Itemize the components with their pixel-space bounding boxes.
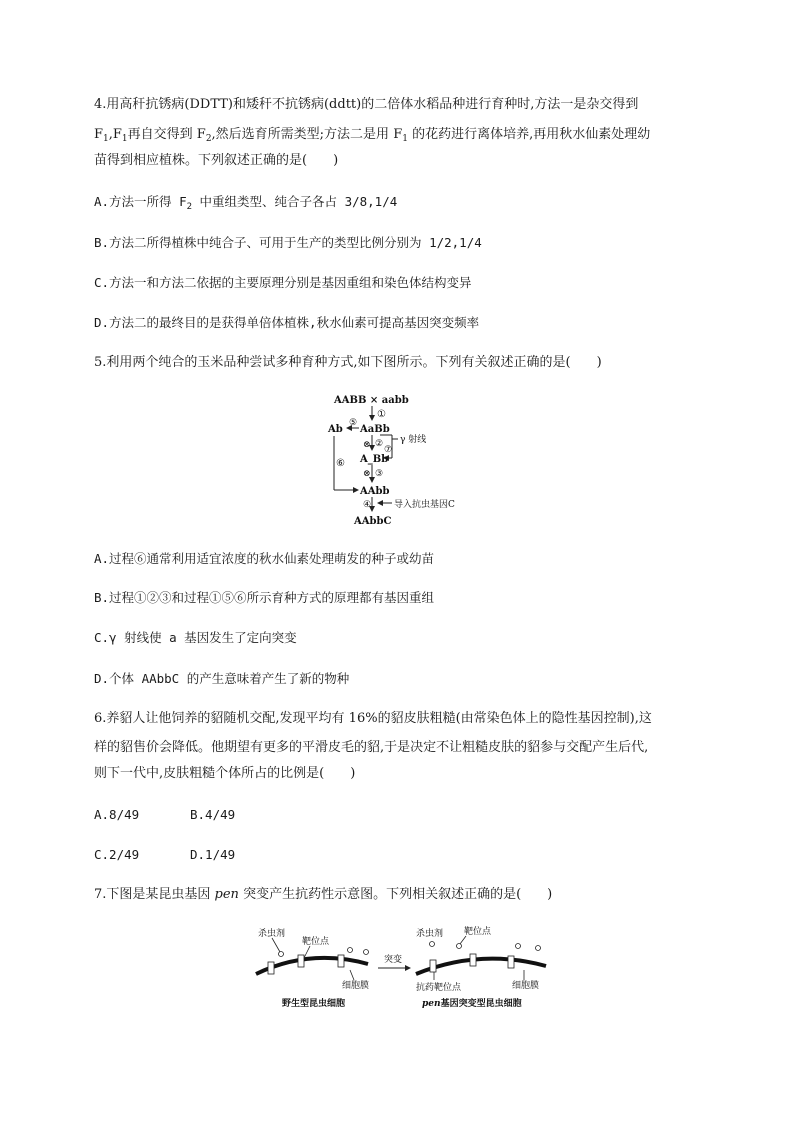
q7-stem-pre: 7.下图是某昆虫基因 xyxy=(94,887,215,902)
wild-target-label: 靶位点 xyxy=(302,937,330,947)
q4-option-c: C.方法一和方法二依据的主要原理分别是基因重组和染色体结构变异 xyxy=(94,275,472,290)
q6-stem-line2: 样的貂售价会降低。他期望有更多的平滑皮毛的貂,于是决定不让粗糙皮肤的貂参与交配产生后代, xyxy=(94,740,649,755)
q4-option-a-sub: 2 xyxy=(186,202,193,212)
wild-molecule-2 xyxy=(348,948,353,953)
q6-option-a: A.8/49 xyxy=(94,807,140,822)
mutant-insecticide-label: 杀虫剂 xyxy=(416,929,444,939)
wild-target-pointer xyxy=(304,946,310,958)
q7-gene-name: pen xyxy=(214,887,239,902)
wild-caption: 野生型昆虫细胞 xyxy=(282,999,346,1009)
q6-option-c: C.2/49 xyxy=(94,847,140,862)
mutant-target-pointer xyxy=(460,936,466,944)
step-2-label: ② xyxy=(375,439,384,449)
step-6-label: ⑥ xyxy=(336,458,345,469)
q4-option-d: D.方法二的最终目的是获得单倍体植株,秋水仙素可提高基因突变频率 xyxy=(94,315,480,330)
wild-target-site-2 xyxy=(268,962,274,974)
breeding-diagram xyxy=(322,390,512,530)
q7-stem-post: 突变产生抗药性示意图。下列相关叙述正确的是( ) xyxy=(238,887,553,902)
q4-option-a-post: 中重组类型、纯合子各占 3/8,1/4 xyxy=(192,194,398,209)
wild-target-site-3 xyxy=(338,955,344,967)
mutant-membrane-label: 细胞膜 xyxy=(512,981,540,991)
mutant-molecule-3 xyxy=(516,944,521,949)
wild-membrane-pointer xyxy=(350,970,354,980)
q4-f2-sub: 2 xyxy=(205,134,212,144)
q4-line2-b: ,然后选育所需类型;方法二是用 F xyxy=(211,127,403,142)
q4-option-a xyxy=(94,193,397,211)
mutant-gene-name: pen xyxy=(422,999,441,1009)
q4-f1-sub: 1 xyxy=(103,134,109,144)
q4-stem-line2 xyxy=(94,126,650,144)
q6-stem-line1: 6.养貂人让他饲养的貂随机交配,发现平均有 16%的貂皮肤粗糙(由常染色体上的隐性基因控制),这 xyxy=(94,711,652,726)
step-1-label: ① xyxy=(377,409,386,420)
mutant-target-site-1 xyxy=(430,960,436,972)
step-3-label: ③ xyxy=(375,469,384,479)
step-7-label: ⑦ xyxy=(384,445,393,455)
mutant-target-site-3 xyxy=(508,956,514,968)
q5-option-a: A.过程⑥通常利用适宜浓度的秋水仙素处理萌发的种子或幼苗 xyxy=(94,551,435,566)
mutant-target-site-2 xyxy=(470,954,476,966)
wild-insecticide-molecule xyxy=(279,952,284,957)
q4-line2-c: 的花药进行离体培养,再用秋水仙素处理幼 xyxy=(407,127,651,142)
q4-line2-a: 再自交得到 F xyxy=(127,127,206,142)
mid-genotype: A_Bb xyxy=(360,454,389,465)
q5-option-b: B.过程①②③和过程①⑤⑥所示育种方式的原理都有基因重组 xyxy=(94,590,435,605)
gamma-label: γ 射线 xyxy=(400,435,427,445)
mutant-molecule-2 xyxy=(430,942,435,947)
aabb-lower: AAbb xyxy=(360,486,390,497)
q4-f1-sub-c: 1 xyxy=(402,134,408,144)
q5-option-d: D.个体 AAbbC 的产生意味着产生了新的物种 xyxy=(94,671,350,686)
q4-stem-line3: 苗得到相应植株。下列叙述正确的是( ) xyxy=(94,153,339,168)
q6-option-d: D.1/49 xyxy=(190,847,236,862)
mutant-molecule-1 xyxy=(457,944,462,949)
mutation-label: 突变 xyxy=(384,955,403,965)
q5-option-c: C.γ 射线使 a 基因发生了定向突变 xyxy=(94,630,297,645)
q4-option-a-pre: A.方法一所得 F xyxy=(94,194,187,209)
q6-stem-line3: 则下一代中,皮肤粗糙个体所占的比例是( ) xyxy=(94,766,356,781)
step-5-label: ⑤ xyxy=(349,418,358,428)
wild-target-site-1 xyxy=(298,955,304,967)
wild-insecticide-label: 杀虫剂 xyxy=(258,929,286,939)
wild-insecticide-pointer xyxy=(272,938,280,952)
wild-molecule-3 xyxy=(364,950,369,955)
q4-stem-line1: 4.用高秆抗锈病(DDTT)和矮秆不抗锈病(ddtt)的二倍体水稻品种进行育种时,方法一是杂交得到 xyxy=(94,97,639,112)
selfing-2: ⊗ xyxy=(363,440,371,450)
q4-sep: ,F xyxy=(108,127,122,142)
insert-gene-label: 导入抗虫基因C xyxy=(394,500,455,510)
q5-stem: 5.利用两个纯合的玉米品种尝试多种育种方式,如下图所示。下列有关叙述正确的是( ) xyxy=(94,355,602,370)
ab-label: Ab xyxy=(328,424,343,435)
q6-option-b: B.4/49 xyxy=(190,807,236,822)
mutant-molecule-4 xyxy=(536,946,541,951)
final-genotype: AAbbC xyxy=(354,516,392,527)
mutant-caption-text: 基因突变型昆虫细胞 xyxy=(440,999,522,1009)
mutant-caption xyxy=(422,997,523,1009)
resistant-target-label: 抗药靶位点 xyxy=(416,983,462,993)
pen-mutation-diagram xyxy=(250,922,550,1014)
q4-f1-sub-b: 1 xyxy=(121,134,128,144)
q7-stem xyxy=(94,886,552,904)
wild-membrane-label: 细胞膜 xyxy=(342,981,370,991)
q4-option-b: B.方法二所得植株中纯合子、可用于生产的类型比例分别为 1/2,1/4 xyxy=(94,235,482,250)
q4-f1-label: F xyxy=(94,127,104,142)
selfing-3: ⊗ xyxy=(363,469,371,479)
parents-label: AABB × aabb xyxy=(334,395,409,406)
f1-label: AaBb xyxy=(360,424,390,435)
mutant-target-label: 靶位点 xyxy=(464,927,492,937)
step-4-label: ④ xyxy=(363,500,372,510)
